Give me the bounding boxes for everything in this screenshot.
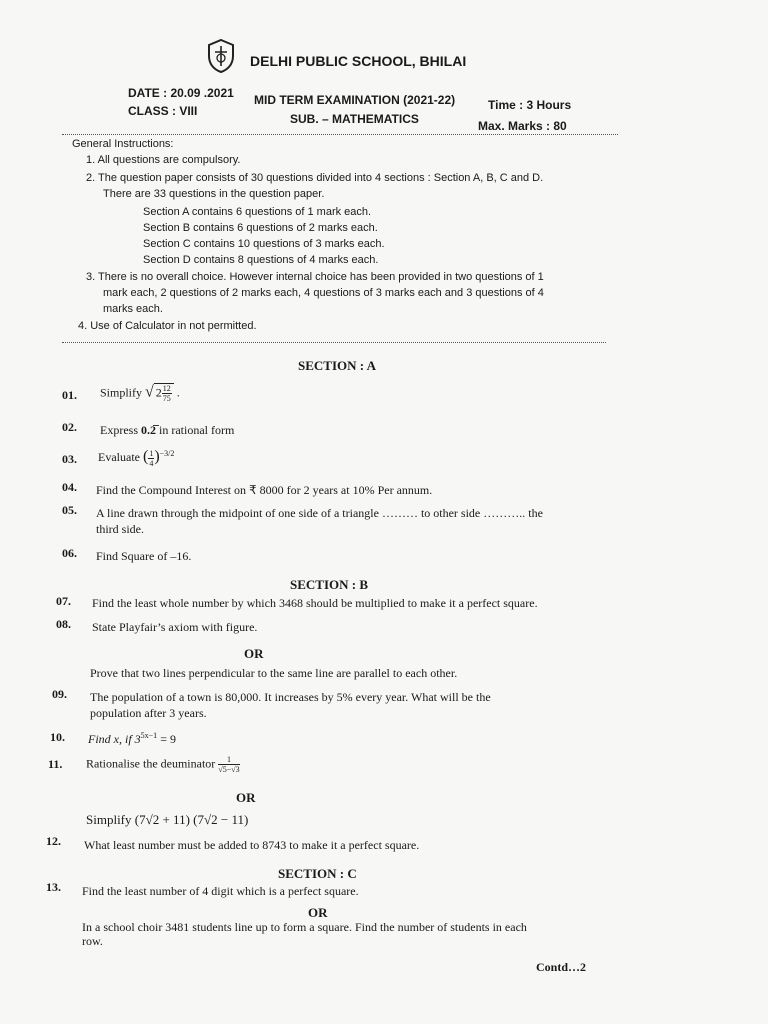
question-01: Simplify √ 2 $\frac{12}{75}$ . bbox=[100, 383, 180, 403]
instruction-line: There are 33 questions in the question paper. bbox=[103, 188, 325, 200]
question-09-cont: population after 3 years. bbox=[90, 706, 207, 720]
question-number: 08. bbox=[56, 617, 71, 631]
section-a-heading: SECTION : A bbox=[298, 358, 377, 373]
section-b-heading: SECTION : B bbox=[290, 577, 369, 592]
question-08-alt: Prove that two lines perpendicular to the same line are parallel to each other. bbox=[90, 666, 458, 680]
instruction-line: marks each. bbox=[103, 303, 163, 315]
question-number: 07. bbox=[56, 594, 71, 608]
exam-title: MID TERM EXAMINATION (2021-22) bbox=[254, 93, 456, 107]
question-number: 12. bbox=[46, 834, 61, 848]
instruction-line: Section B contains 6 questions of 2 marks each. bbox=[143, 222, 378, 234]
question-02: Express 0.2̅ in rational form bbox=[100, 423, 235, 437]
question-number: 01. bbox=[62, 388, 77, 402]
continued-note: Contd…2 bbox=[536, 960, 587, 974]
instruction-line: Section C contains 10 questions of 3 marks each. bbox=[143, 238, 385, 250]
question-13-alt-cont: row. bbox=[82, 934, 103, 948]
question-05-cont: third side. bbox=[96, 522, 144, 536]
question-number: 10. bbox=[50, 730, 65, 744]
question-number: 04. bbox=[62, 480, 77, 494]
question-12: What least number must be added to 8743 to make it a perfect square. bbox=[84, 838, 420, 852]
exam-max-marks: Max. Marks : 80 bbox=[478, 119, 567, 133]
exam-time: Time : 3 Hours bbox=[488, 98, 572, 112]
instruction-line: Section D contains 8 questions of 4 marks each. bbox=[143, 254, 379, 266]
question-07: Find the least whole number by which 3468 should be multiplied to make it a perfect square. bbox=[92, 596, 538, 610]
question-13: Find the least number of 4 digit which is a perfect square. bbox=[82, 884, 359, 898]
school-name: DELHI PUBLIC SCHOOL, BHILAI bbox=[250, 53, 467, 69]
divider bbox=[62, 134, 618, 135]
instruction-line: mark each, 2 questions of 2 marks each, 4 questions of 3 marks each and 3 questions of 4 bbox=[103, 287, 544, 299]
question-11-alt: Simplify (7√2 + 11) (7√2 − 11) bbox=[86, 812, 249, 827]
question-number: 06. bbox=[62, 546, 77, 560]
instructions-title: General Instructions: bbox=[72, 138, 174, 150]
question-10: Find x, if $3^{5x-1} = 9$ bbox=[88, 731, 176, 746]
or-label: OR bbox=[244, 646, 264, 661]
instruction-line: 3. There is no overall choice. However internal choice has been provided in two questions of 1 bbox=[86, 271, 544, 283]
instruction-line: 4. Use of Calculator in not permitted. bbox=[78, 320, 257, 332]
question-13-alt: In a school choir 3481 students line up to form a square. Find the number of students in each bbox=[82, 920, 527, 934]
question-04: Find the Compound Interest on ₹ 8000 for 2 years at 10% Per annum. bbox=[96, 483, 433, 497]
question-08: State Playfair’s axiom with figure. bbox=[92, 620, 258, 634]
question-number: 03. bbox=[62, 452, 77, 466]
question-03: Evaluate ( $\frac{1}{4}$ )$^{-3/2}$ bbox=[98, 448, 175, 468]
instruction-line: Section A contains 6 questions of 1 mark each. bbox=[143, 206, 372, 218]
divider bbox=[62, 342, 606, 343]
question-06: Find Square of –16. bbox=[96, 549, 192, 563]
instruction-line: 2. The question paper consists of 30 questions divided into 4 sections : Section A, B, C and D. bbox=[86, 172, 544, 184]
question-09: The population of a town is 80,000. It increases by 5% every year. What will be the bbox=[90, 690, 491, 704]
exam-date: DATE : 20.09 .2021 bbox=[128, 86, 234, 100]
question-05: A line drawn through the midpoint of one side of a triangle ……… to other side ……….. the bbox=[96, 506, 543, 520]
section-c-heading: SECTION : C bbox=[278, 866, 357, 881]
question-number: 09. bbox=[52, 687, 67, 701]
instruction-line: 1. All questions are compulsory. bbox=[86, 154, 241, 166]
or-label: OR bbox=[236, 790, 256, 805]
school-crest-icon bbox=[206, 38, 236, 74]
question-number: 05. bbox=[62, 503, 77, 517]
question-number: 11. bbox=[48, 757, 63, 771]
question-number: 02. bbox=[62, 420, 77, 434]
exam-class: CLASS : VIII bbox=[128, 104, 198, 118]
question-number: 13. bbox=[46, 880, 61, 894]
exam-subject: SUB. – MATHEMATICS bbox=[290, 112, 419, 126]
or-label: OR bbox=[308, 905, 328, 920]
question-11: Rationalise the deuminator $\frac{1}{√5-√3}$ bbox=[86, 755, 240, 774]
